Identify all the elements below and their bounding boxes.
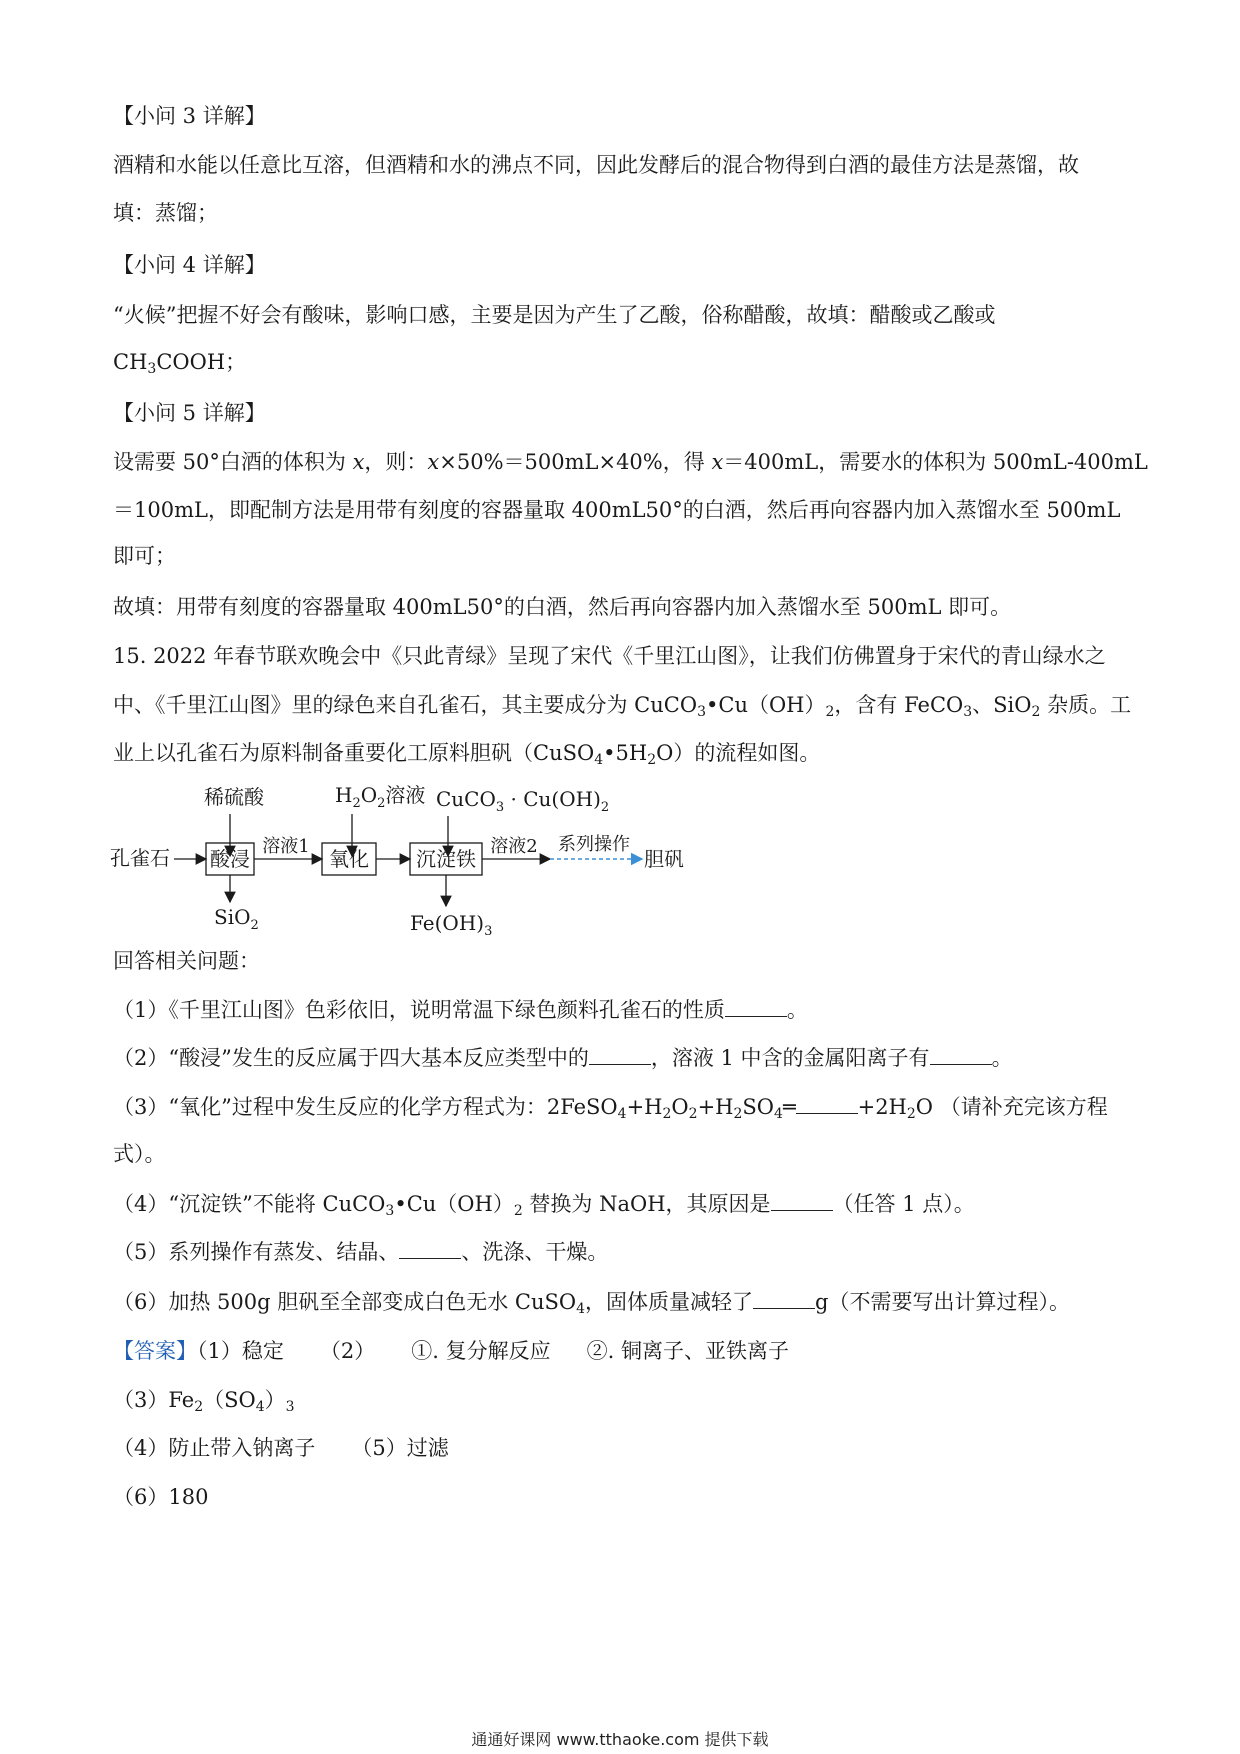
q3-text-2: 填：蒸馏； (113, 201, 218, 225)
reagent-hydrogen-peroxide: $H_2O_2$溶液 (335, 783, 426, 811)
footer-watermark: 通通好课网 www.tthaoke.com 提供下载 (471, 1730, 769, 1749)
q4-text-2: $CH_3COOH$； (113, 350, 247, 377)
question-3-cont: 式）。 (113, 1142, 166, 1166)
answer-4-5: （4）防止带入钠离子 （5）过滤 (113, 1436, 449, 1460)
reagent-malachite: CuCO$_3$ · $Cu(OH)_2$ (436, 787, 610, 815)
question-5: （5）系列操作有蒸发、结晶、 、洗涤、干燥。 (113, 1240, 609, 1264)
q5-heading: 【小问 5 详解】 (113, 401, 266, 425)
answer-3: $(3)Fe_2(SO_4)_3$ (113, 1388, 295, 1415)
answer-blank (399, 1240, 461, 1259)
label-solution2: 溶液2 (490, 836, 538, 857)
q3-heading: 【小问 3 详解】 (113, 104, 266, 128)
q5-text-2: ＝100mL，即配制方法是用带有刻度的容器量取 400mL50°的白酒，然后再向容器内加入蒸馏水至 500mL (113, 498, 1121, 522)
answer-blank (753, 1290, 815, 1309)
question-1: （1）《千里江山图》色彩依旧，说明常温下绿色颜料孔雀石的性质 。 (113, 998, 808, 1022)
q5-text-3: 即可； (113, 544, 176, 568)
answer-blank (930, 1046, 992, 1065)
waste-iron-hydroxide: $Fe(OH)_3$ (410, 911, 493, 939)
box-acid-leach-label: 酸浸 (210, 847, 250, 871)
reagent-dilute-sulfuric-acid: 稀硫酸 (204, 785, 264, 809)
answer-6: （6）180 (113, 1485, 209, 1509)
box-oxidation-label: 氧化 (329, 847, 369, 871)
question-4: （4）“沉淀铁”不能将 $CuCO_3•Cu(OH)_2$ 替换为 NaOH，其原因是 （任答 1 点）。 (113, 1192, 975, 1219)
input-malachite: 孔雀石 (110, 846, 170, 870)
output-chalcanthite: 胆矾 (644, 847, 684, 871)
q15-text-1: 15. 2022 年春节联欢晚会中《只此青绿》呈现了宋代《千里江山图》，让我们仿佛置身于宋代的青山绿水之 (113, 644, 1106, 668)
question-6: （6）加热 500g 胆矾至全部变成白色无水 CuSO$_4$，固体质量减轻了 g（不需要写出计算过程）。 (113, 1290, 1070, 1317)
answer-blank (725, 998, 787, 1017)
q15-text-3: 业上以孔雀石为原料制备重要化工原料胆矾$(CuSO_4•5H_2O)$的流程如图。 (113, 741, 821, 768)
question-2: （2）“酸浸”发生的反应属于四大基本反应类型中的 ，溶液 1 中含的金属阳离子有 。 (113, 1046, 1013, 1070)
waste-silica: SiO$_2$ (214, 905, 259, 933)
answer-blank (589, 1046, 651, 1065)
q4-text-1: “火候”把握不好会有酸味，影响口感，主要是因为产生了乙酸，俗称醋酸，故填：醋酸或乙酸或 (113, 303, 996, 327)
answer-blank (771, 1192, 833, 1211)
process-flow-diagram (110, 780, 750, 950)
questions-intro: 回答相关问题： (113, 949, 260, 973)
answer-blank (796, 1095, 858, 1114)
q5-text-1: 设需要 50°白酒的体积为 x，则：x×50%＝500mL×40%，得 x＝400mL，需要水的体积为 500mL-400mL (113, 450, 1148, 474)
q3-text-1: 酒精和水能以任意比互溶，但酒精和水的沸点不同，因此发酵后的混合物得到白酒的最佳方法是蒸馏，故 (113, 153, 1079, 177)
q4-heading: 【小问 4 详解】 (113, 253, 266, 277)
question-3: （3）“氧化”过程中发生反应的化学方程式为：$2FeSO_4+H_2O_2+H_2SO_4═ +2H_2O$ （请补充完该方程 (113, 1095, 1108, 1122)
answer-label: 【答案】 (113, 1339, 197, 1363)
q15-text-2: 中、《千里江山图》里的绿色来自孔雀石，其主要成分为 $CuCO_3•Cu(OH)_2$，含有 FeCO$_3$、SiO$_2$ 杂质。工 (113, 693, 1132, 720)
label-solution1: 溶液1 (262, 836, 310, 857)
label-series-operations: 系列操作 (558, 834, 630, 855)
q5-text-4: 故填：用带有刻度的容器量取 400mL50°的白酒，然后再向容器内加入蒸馏水至 500mL 即可。 (113, 595, 1012, 619)
answer-1-2: 【答案】（1）稳定 （2） ①. 复分解反应 ②. 铜离子、亚铁离子 (113, 1339, 789, 1363)
box-precipitate-iron-label: 沉淀铁 (416, 847, 476, 871)
